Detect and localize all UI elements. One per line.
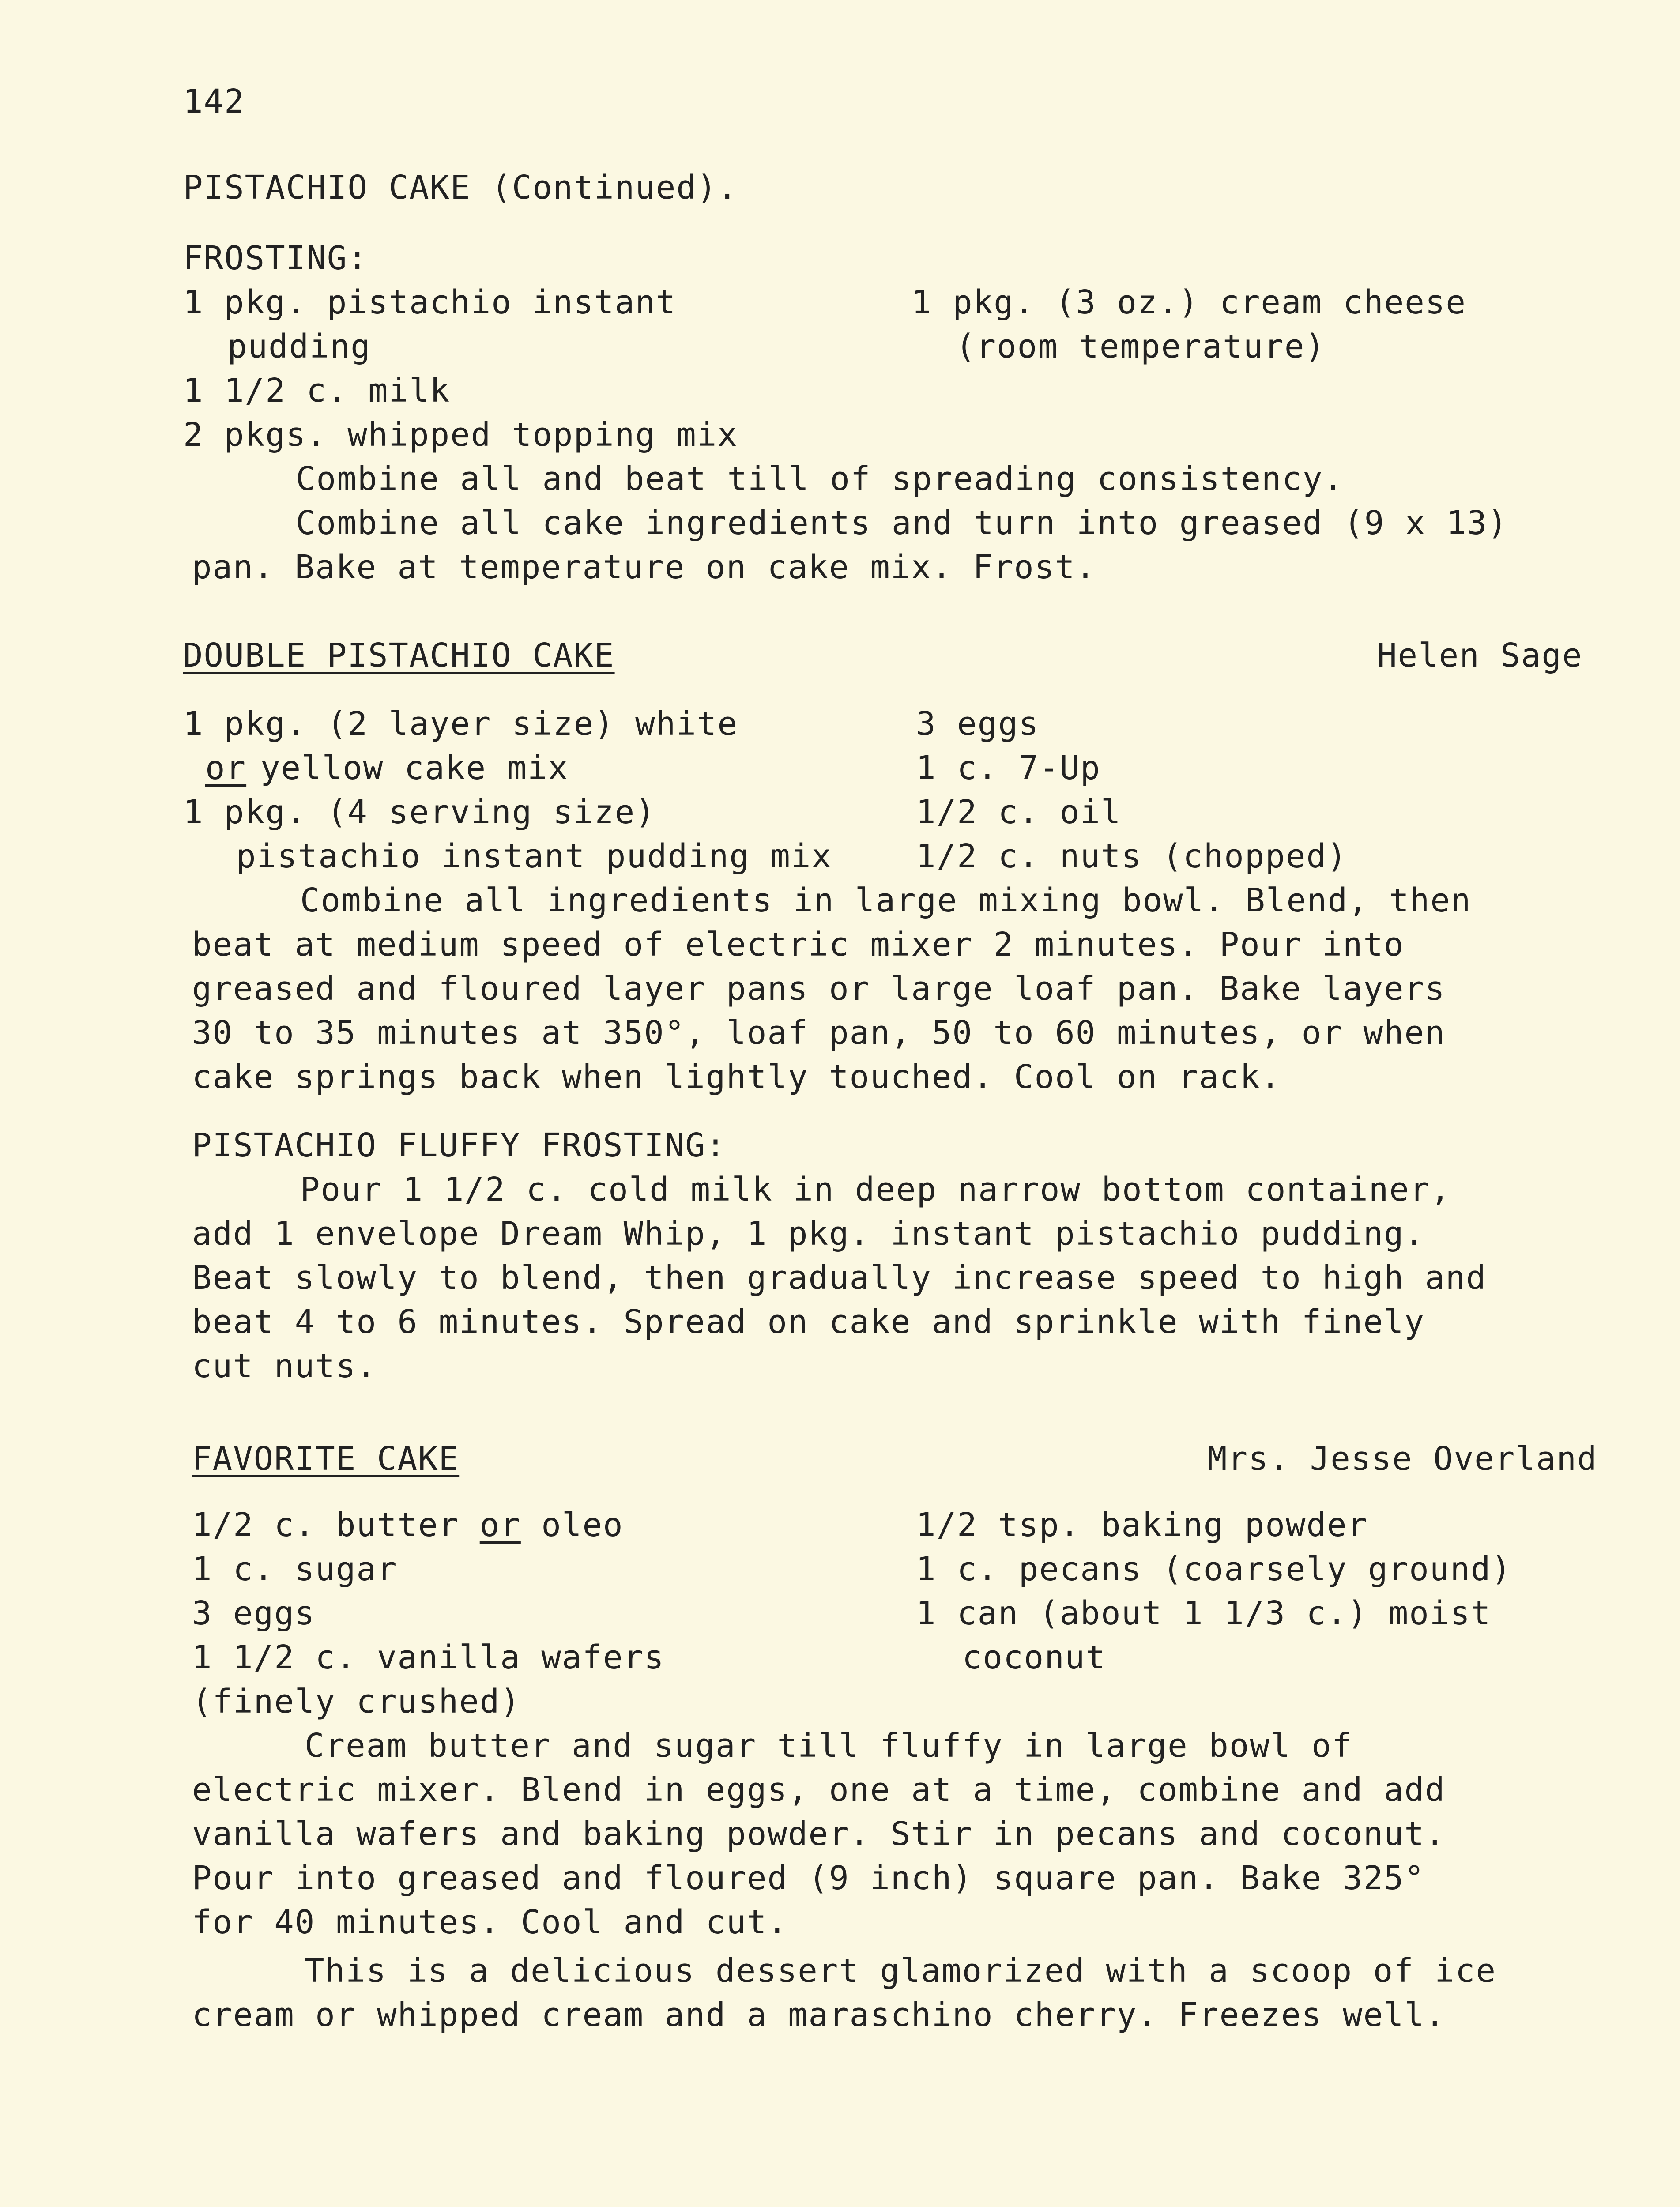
direction-line: beat at medium speed of electric mixer 2 minutes. Pour into (192, 926, 1405, 964)
recipe-author: Helen Sage (1377, 636, 1583, 674)
direction-line: Combine all and beat till of spreading consistency. (296, 460, 1344, 498)
direction-line: vanilla wafers and baking powder. Stir in pecans and coconut. (192, 1815, 1446, 1853)
pistachio-cake-heading: PISTACHIO CAKE (Continued). (183, 169, 738, 207)
direction-line: beat 4 to 6 minutes. Spread on cake and sprinkle with finely (192, 1303, 1425, 1341)
recipe-author: Mrs. Jesse Overland (1207, 1440, 1598, 1478)
ingredient-line: 1 pkg. pistachio instant (183, 283, 677, 321)
ingredient-line: (room temperature) (956, 328, 1326, 365)
ingredient-text: oleo (520, 1506, 624, 1544)
ingredient-line: yellow cake mix (260, 749, 569, 787)
ingredient-line: 1/2 c. oil (916, 793, 1122, 831)
ingredient-line: 1 c. sugar (192, 1550, 398, 1588)
direction-line: greased and floured layer pans or large loaf pan. Bake layers (192, 970, 1446, 1008)
ingredient-line: 1 1/2 c. milk (183, 372, 451, 410)
direction-line: This is a delicious dessert glamorized with a scoop of ice (305, 1952, 1497, 1990)
direction-line: electric mixer. Blend in eggs, one at a time, combine and add (192, 1771, 1446, 1809)
direction-line: Beat slowly to blend, then gradually increase speed to high and (192, 1259, 1487, 1297)
ingredient-line: 3 eggs (192, 1594, 316, 1632)
direction-line: Combine all cake ingredients and turn into greased (9 x 13) (296, 504, 1508, 542)
direction-line: cut nuts. (192, 1347, 377, 1385)
double-pistachio-title: DOUBLE PISTACHIO CAKE (183, 636, 615, 674)
ingredient-line: pudding (227, 328, 371, 365)
ingredient-text: 1/2 c. butter (192, 1506, 480, 1544)
frosting-label: FROSTING: (183, 239, 368, 277)
direction-line: Pour 1 1/2 c. cold milk in deep narrow bottom container, (300, 1171, 1451, 1209)
ingredient-or: or (205, 749, 247, 787)
ingredient-line: 1 c. 7-Up (916, 749, 1101, 787)
ingredient-line: 1 pkg. (3 oz.) cream cheese (912, 283, 1466, 321)
ingredient-line: 1 can (about 1 1/3 c.) moist (916, 1594, 1492, 1632)
ingredient-line: 1/2 c. nuts (chopped) (916, 837, 1348, 875)
direction-line: pan. Bake at temperature on cake mix. Frost. (192, 548, 1096, 586)
ingredient-line (192, 1503, 624, 1547)
ingredient-line: 1 c. pecans (coarsely ground) (916, 1550, 1512, 1588)
direction-line: Cream butter and sugar till fluffy in large bowl of (305, 1727, 1353, 1765)
ingredient-line: pistachio instant pudding mix (236, 837, 832, 875)
direction-line: add 1 envelope Dream Whip, 1 pkg. instant pistachio pudding. (192, 1215, 1425, 1253)
ingredient-or: or (479, 1506, 521, 1544)
page-number: 142 (183, 83, 245, 121)
ingredient-line: 1/2 tsp. baking powder (916, 1506, 1368, 1544)
direction-line: cake springs back when lightly touched. Cool on rack. (192, 1058, 1281, 1096)
ingredient-line: 1 1/2 c. vanilla wafers (192, 1638, 665, 1676)
ingredient-line: 1 pkg. (2 layer size) white (183, 705, 738, 743)
fluffy-frosting-title: PISTACHIO FLUFFY FROSTING: (192, 1126, 727, 1164)
favorite-cake-title: FAVORITE CAKE (192, 1440, 460, 1478)
direction-line: Pour into greased and floured (9 inch) square pan. Bake 325° (192, 1859, 1425, 1897)
ingredient-line: coconut (962, 1638, 1106, 1676)
direction-line: Combine all ingredients in large mixing bowl. Blend, then (300, 881, 1472, 919)
direction-line: 30 to 35 minutes at 350°, loaf pan, 50 to 60 minutes, or when (192, 1014, 1446, 1052)
direction-line: for 40 minutes. Cool and cut. (192, 1903, 788, 1941)
ingredient-line: 3 eggs (916, 705, 1040, 743)
ingredient-line: 1 pkg. (4 serving size) (183, 793, 656, 831)
direction-line: cream or whipped cream and a maraschino cherry. Freezes well. (192, 1996, 1446, 2034)
ingredient-line: 2 pkgs. whipped topping mix (183, 416, 738, 454)
ingredient-line: (finely crushed) (192, 1683, 521, 1721)
